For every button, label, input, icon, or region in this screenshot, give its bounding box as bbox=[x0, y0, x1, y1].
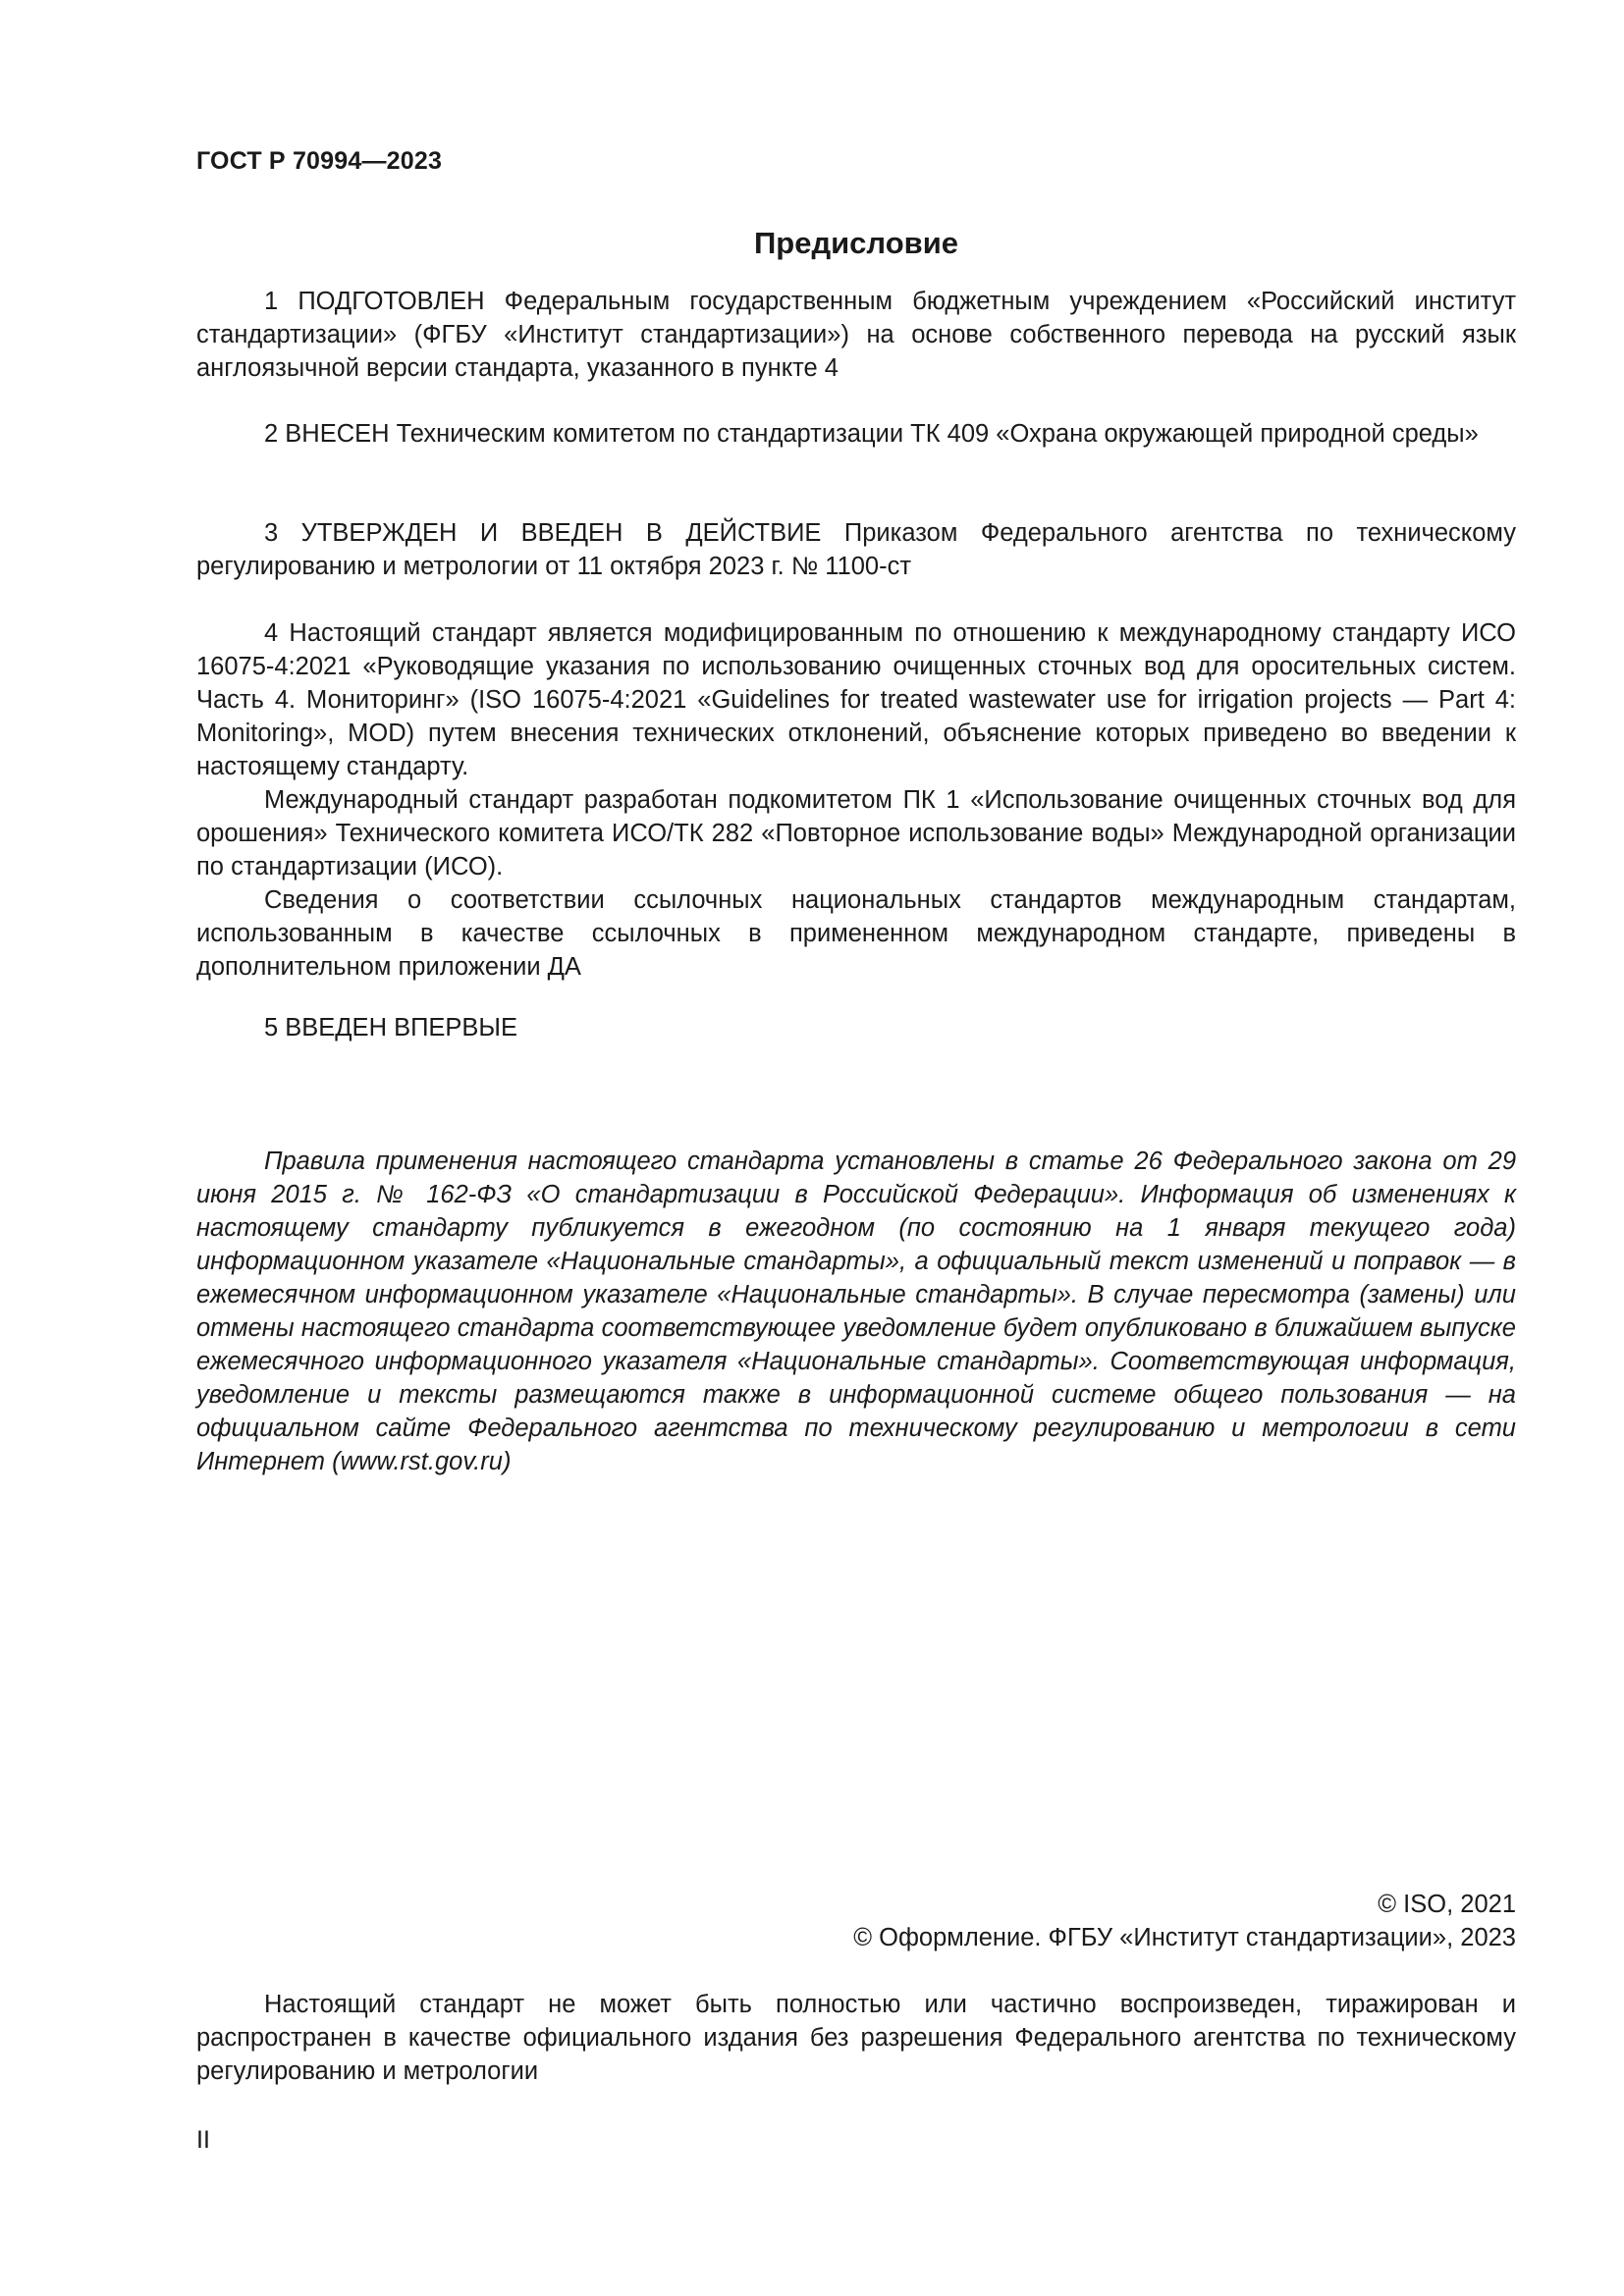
item-4-paragraph-1: 4 Настоящий стандарт является модифицированным по отношению к международному стандарту ИСО 16075-4:2021 «Руководящие указания по использованию очищенных сточных вод для оросительных систем. Часть 4. Мониторинг» (ISO 16075-4:2021 «Guidelines for treated wastewater use for irrigation projects — Part 4: Monitoring», MOD) путем внесения технических отклонений, объяснение которых приведено во введении к настоящему стандарту. bbox=[196, 619, 1516, 780]
copyright-iso: © ISO, 2021 bbox=[1378, 1891, 1516, 1918]
reproduction-notice-text: Настоящий стандарт не может быть полностью или частично воспроизведен, тиражирован и распространен в качестве официального издания без разрешения Федерального агентства по техническому регулированию и метрологии bbox=[196, 1991, 1516, 2085]
foreword-item-5 bbox=[196, 1011, 1516, 1044]
page-number: II bbox=[196, 2126, 210, 2154]
application-rules-notice bbox=[196, 1145, 1516, 1478]
item-3-text: 3 УТВЕРЖДЕН И ВВЕДЕН В ДЕЙСТВИЕ Приказом Федерального агентства по техническому регулированию и метрологии от 11 октября 2023 г. № 1100-ст bbox=[196, 519, 1516, 580]
foreword-item-4 bbox=[196, 616, 1516, 984]
page-title: Предисловие bbox=[753, 226, 958, 260]
reproduction-notice bbox=[196, 1988, 1516, 2088]
item-5-text: 5 ВВЕДЕН ВПЕРВЫЕ bbox=[264, 1014, 518, 1041]
copyright-design: © Оформление. ФГБУ «Институт стандартизации», 2023 bbox=[853, 1924, 1516, 1951]
foreword-item-1 bbox=[196, 285, 1516, 385]
item-4-paragraph-3: Сведения о соответствии ссылочных национальных стандартов международным стандартам, использованным в качестве ссылочных в примененном международном стандарте, приведены в дополнительном приложении ДА bbox=[196, 886, 1516, 981]
foreword-item-2 bbox=[196, 417, 1516, 451]
foreword-item-3 bbox=[196, 516, 1516, 583]
copyright-block bbox=[196, 1888, 1516, 1954]
item-1-text: 1 ПОДГОТОВЛЕН Федеральным государственным бюджетным учреждением «Российский институт стандартизации» (ФГБУ «Институт стандартизации») на основе собственного перевода на русский язык англоязычной версии стандарта, указанного в пункте 4 bbox=[196, 288, 1516, 382]
document-code: ГОСТ Р 70994—2023 bbox=[196, 147, 443, 175]
item-2-text: 2 ВНЕСЕН Техническим комитетом по стандартизации ТК 409 «Охрана окружающей природной среды» bbox=[264, 420, 1479, 448]
application-rules-text: Правила применения настоящего стандарта установлены в статье 26 Федерального закона от 29 июня 2015 г. № 162-ФЗ «О стандартизации в Российской Федерации». Информация об изменениях к настоящему стандарту публикуется в ежегодном (по состоянию на 1 января текущего года) информационном указателе «Национальные стандарты», а официальный текст изменений и поправок — в ежемесячном информационном указателе «Национальные стандарты». В случае пересмотра (замены) или отмены настоящего стандарта соответствующее уведомление будет опубликовано в ближайшем выпуске ежемесячного информационного указателя «Национальные стандарты». Соответствующая информация, уведомление и тексты размещаются также в информационной системе общего пользования — на официальном сайте Федерального агентства по техническому регулированию и метрологии в сети Интернет (www.rst.gov.ru) bbox=[196, 1148, 1516, 1475]
item-4-paragraph-2: Международный стандарт разработан подкомитетом ПК 1 «Использование очищенных сточных вод для орошения» Технического комитета ИСО/ТК 282 «Повторное использование воды» Международной организации по стандартизации (ИСО). bbox=[196, 786, 1516, 881]
